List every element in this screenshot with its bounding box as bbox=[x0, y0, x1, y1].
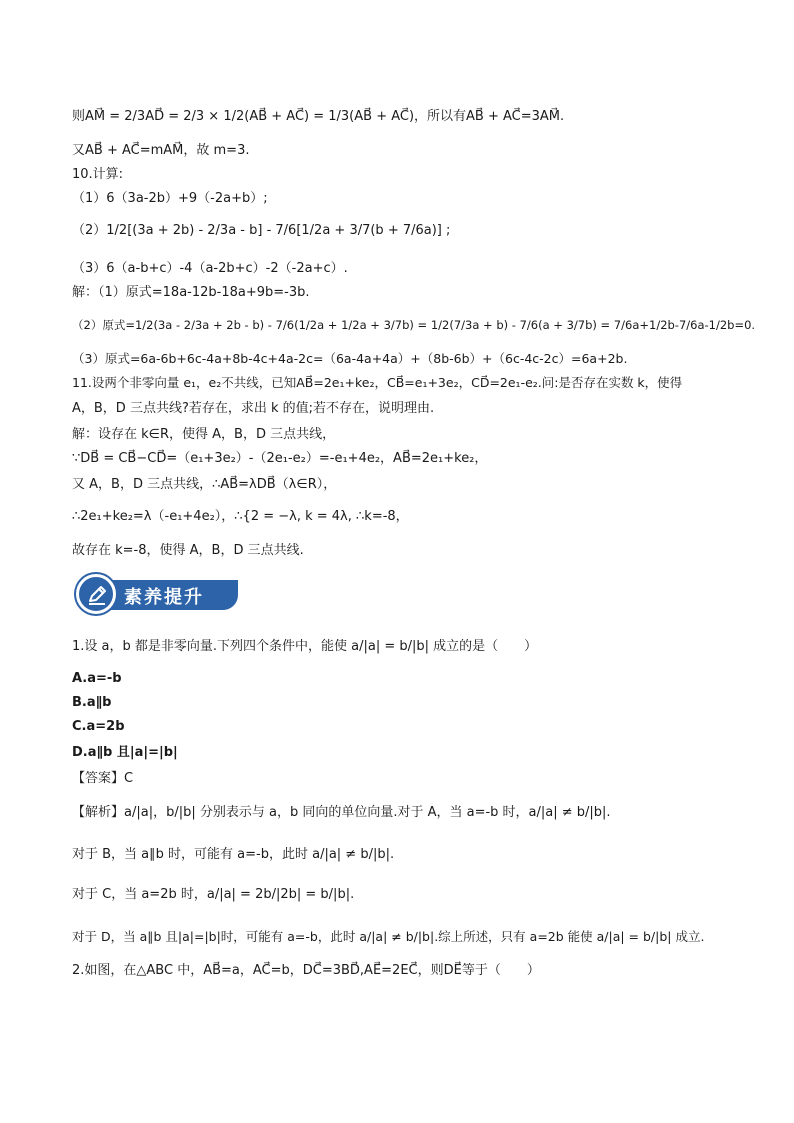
solution-11-line-4: ∴2e₁+ke₂=λ（-e₁+4e₂），∴{2 = −λ, k = 4λ, ∴k=-8， bbox=[72, 509, 409, 524]
problem-11-statement-cont: A，B，D 三点共线?若存在，求出 k 的值;若不存在，说明理由. bbox=[72, 401, 435, 416]
problem-11-statement: 11.设两个非零向量 e₁，e₂不共线，已知AB⃗=2e₁+ke₂，CB⃗=e₁+3e₂，CD⃗=2e₁-e₂.问:是否存在实数 k，使得 bbox=[72, 375, 683, 390]
solution-11-line-3: 又 A，B，D 三点共线，∴AB⃗=λDB⃗（λ∈R）， bbox=[72, 477, 337, 492]
option-c: C.a=2b bbox=[72, 719, 125, 734]
section-banner bbox=[76, 574, 238, 614]
problem-10-part-1: （1）6（3a-2b）+9（-2a+b）; bbox=[72, 191, 268, 206]
solution-10-part-2: （2）原式=1/2(3a - 2/3a + 2b - b) - 7/6(1/2a + 1/2a + 3/7b) = 1/2(7/3a + b) - 7/6(a + 3/7b) = 7/6a+1/2b-7/6a-1/2b=0. bbox=[72, 318, 756, 332]
text-line-m-equals-3: 又AB⃗ + AC⃗=mAM⃗，故 m=3. bbox=[72, 143, 250, 158]
analysis-line-3: 对于 C，当 a=2b 时，a/|a| = 2b/|2b| = b/|b|. bbox=[72, 887, 355, 902]
solution-11-line-1: 解：设存在 k∈R，使得 A，B，D 三点共线， bbox=[72, 427, 336, 442]
pencil-icon bbox=[76, 574, 116, 614]
question-2-statement: 2.如图，在△ABC 中，AB⃗=a，AC⃗=b，DC⃗=3BD⃗,AE⃗=2EC⃗，则DE⃗等于（ ） bbox=[72, 963, 540, 978]
solution-10-part-3: （3）原式=6a-6b+6c-4a+8b-4c+4a-2c=（6a-4a+4a）+（8b-6b）+（6c-4c-2c）=6a+2b. bbox=[72, 351, 628, 366]
solution-11-line-2: ∵DB⃗ = CB⃗−CD⃗=（e₁+3e₂）-（2e₁-e₂）=-e₁+4e₂，AB⃗=2e₁+ke₂， bbox=[72, 451, 488, 466]
analysis-line-4: 对于 D，当 a∥b 且|a|=|b|时，可能有 a=-b，此时 a/|a| ≠ b/|b|.综上所述，只有 a=2b 能使 a/|a| = b/|b| 成立. bbox=[72, 929, 705, 944]
question-1-statement: 1.设 a，b 都是非零向量.下列四个条件中，能使 a/|a| = b/|b| 成立的是（ ） bbox=[72, 639, 538, 654]
analysis-line-2: 对于 B，当 a∥b 时，可能有 a=-b，此时 a/|a| ≠ b/|b|. bbox=[72, 847, 395, 862]
problem-10-part-2: （2）1/2[(3a + 2b) - 2/3a - b] - 7/6[1/2a + 3/7(b + 7/6a)] ; bbox=[72, 223, 451, 238]
answer-label: 【答案】C bbox=[72, 771, 134, 786]
option-b: B.a∥b bbox=[72, 695, 112, 710]
solution-11-conclusion: 故存在 k=-8，使得 A，B，D 三点共线. bbox=[72, 543, 304, 558]
option-a: A.a=-b bbox=[72, 671, 122, 686]
analysis-line-1: 【解析】a/|a|，b/|b| 分别表示与 a，b 同向的单位向量.对于 A，当 a=-b 时，a/|a| ≠ b/|b|. bbox=[72, 805, 611, 820]
solution-10-part-1: 解：（1）原式=18a-12b-18a+9b=-3b. bbox=[72, 285, 310, 300]
option-d: D.a∥b 且|a|=|b| bbox=[72, 745, 178, 760]
banner-title: 素养提升 bbox=[124, 587, 204, 608]
problem-10-part-3: （3）6（a-b+c）-4（a-2b+c）-2（-2a+c）. bbox=[72, 261, 348, 276]
problem-10-heading: 10.计算: bbox=[72, 167, 124, 182]
text-line-continuation-am: 则AM⃗ = 2/3AD⃗ = 2/3 × 1/2(AB⃗ + AC⃗) = 1/3(AB⃗ + AC⃗)，所以有AB⃗ + AC⃗=3AM⃗. bbox=[72, 109, 565, 124]
